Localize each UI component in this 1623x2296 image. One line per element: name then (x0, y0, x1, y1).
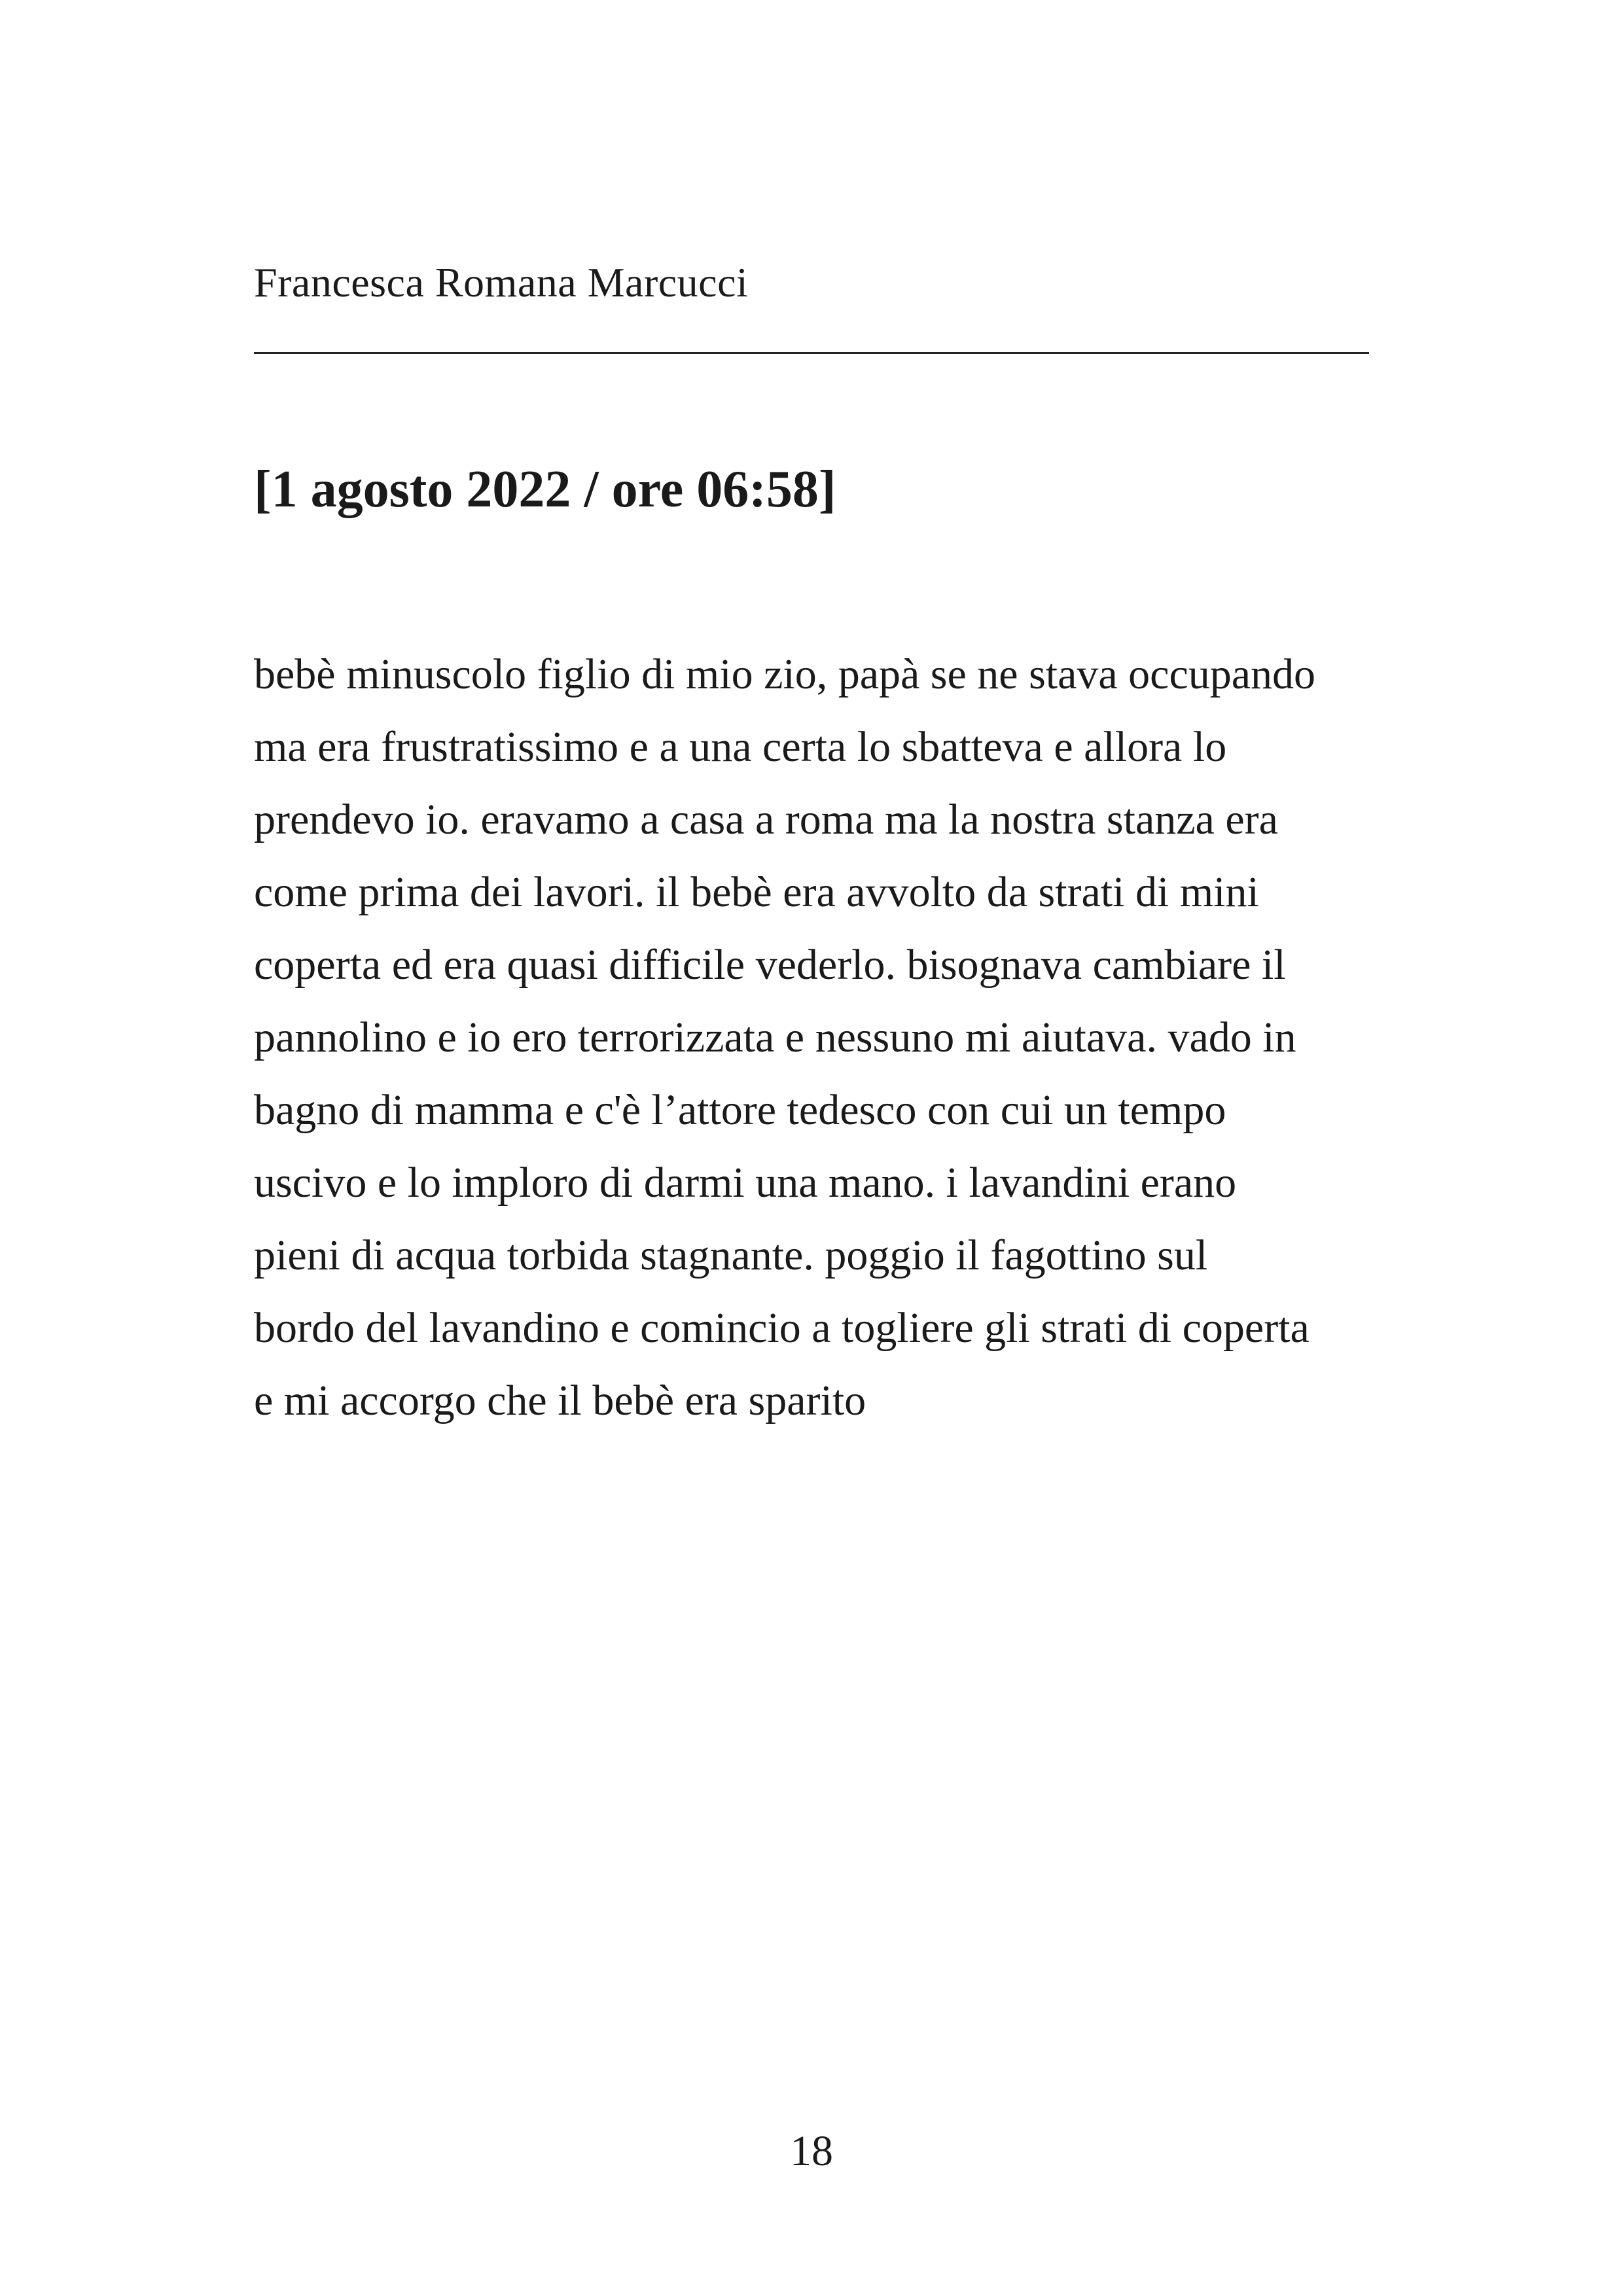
body-line: ma era frustratissimo e a una certa lo sbatteva e allora lo (254, 723, 1227, 771)
body-line: coperta ed era quasi difficile vederlo. bisognava cambiare il (254, 941, 1286, 989)
page-number: 18 (790, 2127, 833, 2175)
body-line: e mi accorgo che il bebè era sparito (254, 1377, 866, 1424)
entry-body (254, 638, 1369, 1437)
entry-title: [1 agosto 2022 / ore 06:58] (254, 461, 836, 518)
running-header-author: Francesca Romana Marcucci (254, 259, 749, 306)
body-line: prendevo io. eravamo a casa a roma ma la nostra stanza era (254, 796, 1278, 843)
body-line: bagno di mamma e c'è l’attore tedesco con cui un tempo (254, 1086, 1226, 1134)
body-line: bebè minuscolo figlio di mio zio, papà se ne stava occupando (254, 650, 1316, 698)
body-line: come prima dei lavori. il bebè era avvolto da strati di mini (254, 868, 1259, 916)
body-line: pannolino e io ero terrorizzata e nessuno mi aiutava. vado in (254, 1014, 1296, 1061)
header-divider (254, 352, 1369, 354)
body-line: pieni di acqua torbida stagnante. poggio il fagottino sul (254, 1231, 1208, 1279)
body-line: bordo del lavandino e comincio a togliere gli strati di coperta (254, 1304, 1310, 1352)
body-line: uscivo e lo imploro di darmi una mano. i lavandini erano (254, 1159, 1237, 1207)
